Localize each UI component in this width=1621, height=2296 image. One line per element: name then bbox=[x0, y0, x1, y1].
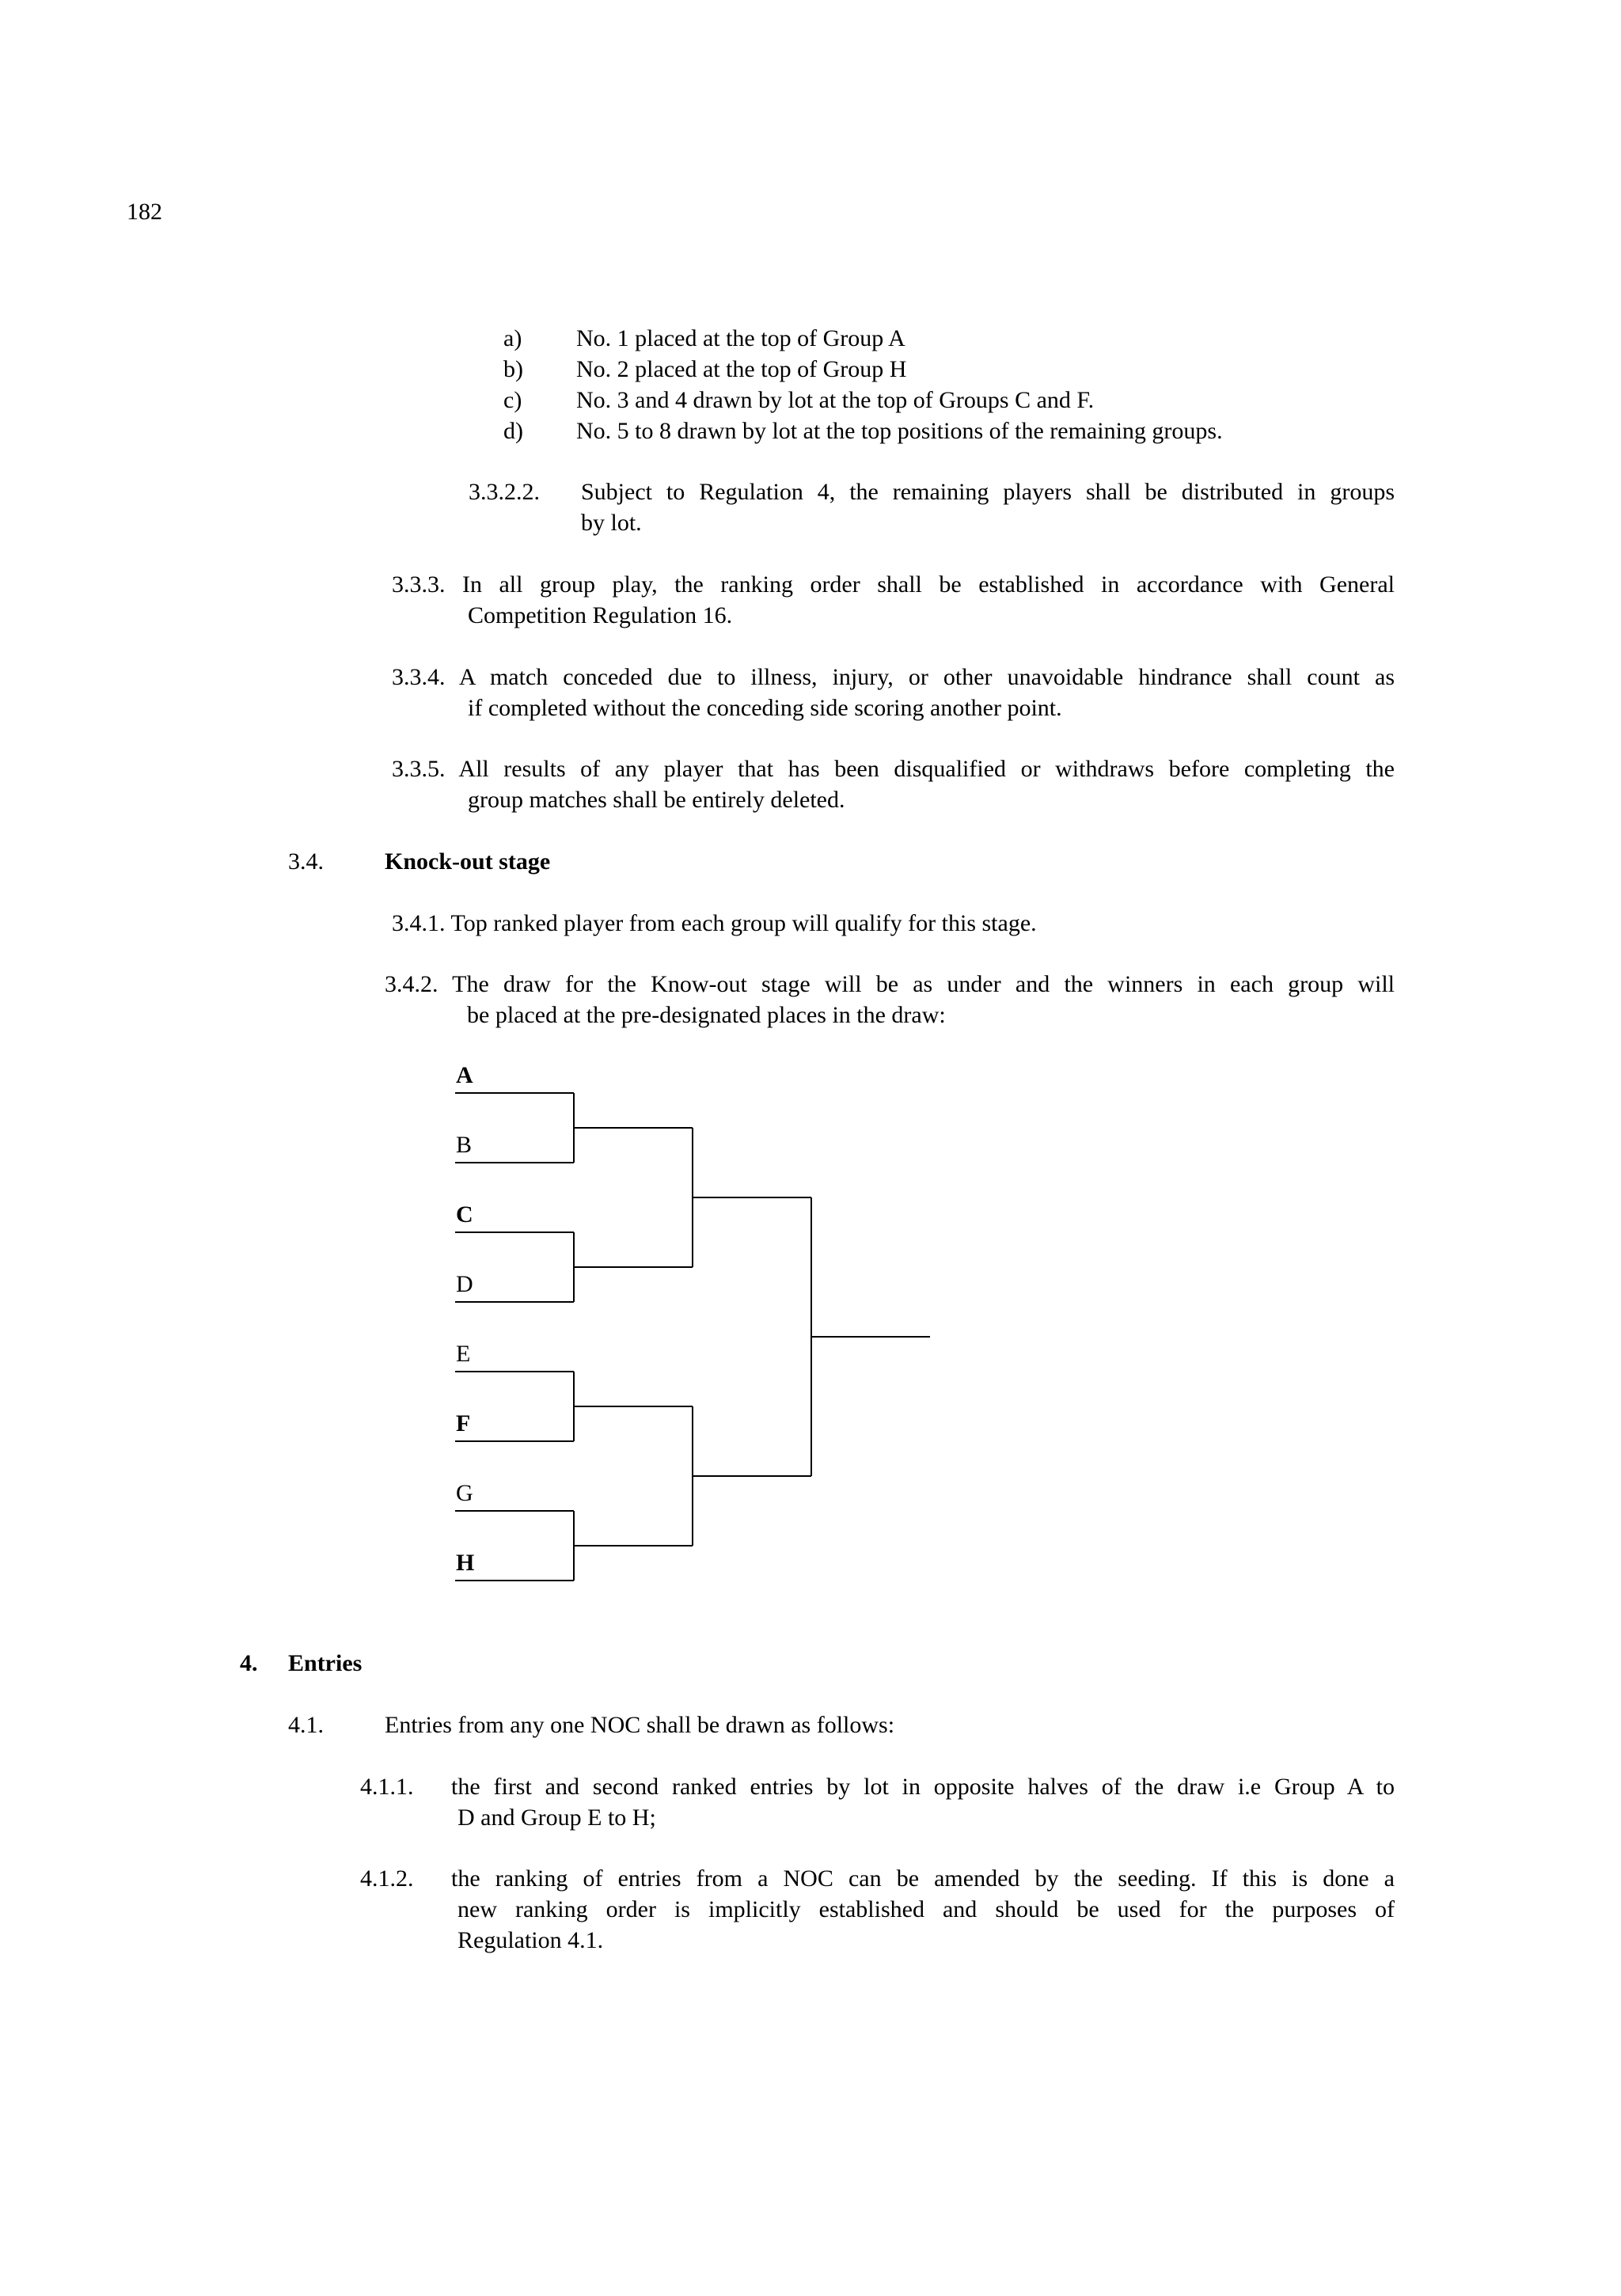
paragraph-line: Competition Regulation 16. bbox=[468, 602, 733, 628]
bracket-lines bbox=[455, 1093, 930, 1581]
paragraph-line: Regulation 4.1. bbox=[457, 1927, 604, 1953]
list-text: No. 1 placed at the top of Group A bbox=[576, 325, 905, 351]
bracket-group-label: E bbox=[456, 1341, 471, 1367]
paragraph-line: 3.4.2. The draw for the Know-out stage will be as under and the winners in each group will bbox=[385, 971, 1395, 997]
list-marker: d) bbox=[503, 418, 523, 444]
paragraph-line: if completed without the conceding side scoring another point. bbox=[468, 695, 1062, 721]
paragraph-line: be placed at the pre-designated places in the draw: bbox=[467, 1002, 946, 1028]
bracket-group-label: F bbox=[456, 1410, 471, 1436]
bracket-group-label: C bbox=[456, 1201, 473, 1228]
paragraph-line: 3.3.3. In all group play, the ranking order shall be established in accordance with General bbox=[392, 571, 1395, 598]
section-3-4-1: 3.4.1. Top ranked player from each group will qualify for this stage. bbox=[392, 910, 1037, 936]
bracket-group-label: G bbox=[456, 1480, 473, 1506]
paragraph-line: by lot. bbox=[581, 510, 642, 536]
section-number: 4. bbox=[240, 1650, 258, 1676]
page-number: 182 bbox=[127, 199, 162, 225]
section-number: 4.1.2. bbox=[360, 1865, 414, 1892]
bracket-group-label: B bbox=[456, 1132, 473, 1158]
list-marker: b) bbox=[503, 356, 523, 382]
paragraph-line: group matches shall be entirely deleted. bbox=[468, 787, 845, 813]
bracket-group-label: A bbox=[456, 1062, 473, 1088]
paragraph-line: Subject to Regulation 4, the remaining players shall be distributed in groups bbox=[581, 479, 1395, 505]
paragraph-line: the first and second ranked entries by lot in opposite halves of the draw i.e Group A to bbox=[451, 1774, 1395, 1800]
list-text: No. 2 placed at the top of Group H bbox=[576, 356, 907, 382]
paragraph-line: new ranking order is implicitly established and should be used for the purposes of bbox=[457, 1896, 1395, 1922]
section-number: 3.4. bbox=[288, 848, 324, 875]
list-marker: c) bbox=[503, 387, 522, 413]
paragraph-line: 3.3.5. All results of any player that has been disqualified or withdraws before completing the bbox=[392, 756, 1395, 782]
section-heading: Entries bbox=[288, 1650, 363, 1676]
section-number: 4.1.1. bbox=[360, 1774, 414, 1800]
paragraph-line: Entries from any one NOC shall be drawn as follows: bbox=[385, 1712, 895, 1738]
list-marker: a) bbox=[503, 325, 522, 351]
bracket-group-label: H bbox=[456, 1550, 475, 1576]
section-number: 4.1. bbox=[288, 1712, 324, 1738]
section-number: 3.3.2.2. bbox=[469, 479, 540, 505]
section-heading: Knock-out stage bbox=[385, 848, 551, 875]
paragraph-line: the ranking of entries from a NOC can be amended by the seeding. If this is done a bbox=[451, 1865, 1395, 1892]
list-text: No. 5 to 8 drawn by lot at the top positions of the remaining groups. bbox=[576, 418, 1223, 444]
paragraph-line: D and Group E to H; bbox=[457, 1805, 656, 1831]
paragraph-line: 3.3.4. A match conceded due to illness, injury, or other unavoidable hindrance shall count as bbox=[392, 664, 1395, 690]
bracket-group-label: D bbox=[456, 1271, 473, 1297]
list-text: No. 3 and 4 drawn by lot at the top of Groups C and F. bbox=[576, 387, 1095, 413]
